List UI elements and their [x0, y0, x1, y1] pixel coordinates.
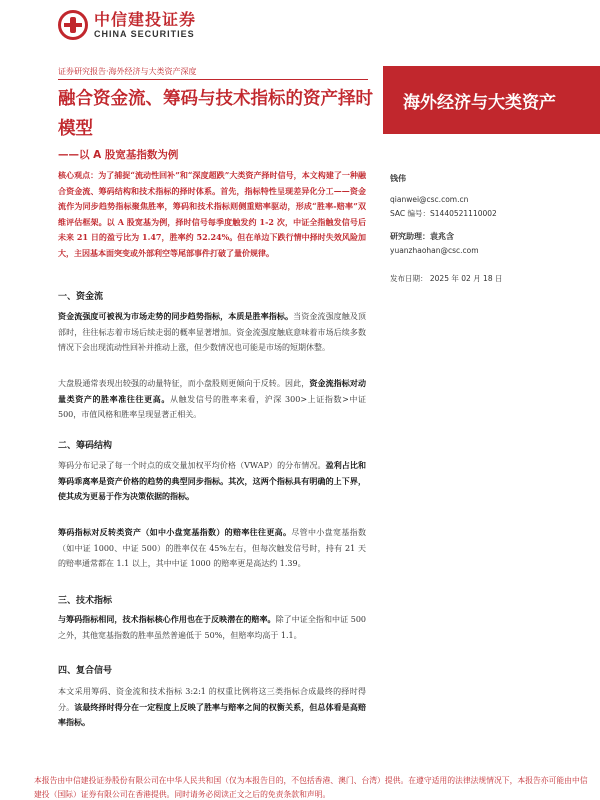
company-logo — [58, 10, 196, 40]
report-title: 融合资金流、筹码与技术指标的资产择时模型 — [58, 89, 373, 139]
disclaimer-footer: 本报告由中信建投证券股份有限公司在中华人民共和国（仅为本报告目的，不包括香港、澳门、台湾）提供。在遵守适用的法律法规情况下，本报告亦可能由中信建投（国际）证券有限公司在香港提供。同时请务必阅读正文之后的免责条款和声明。 — [34, 776, 588, 799]
logo-name-en: CHINA SECURITIES — [94, 28, 195, 39]
publish-date: 发布日期： 2025 年 02 月 18 日 — [390, 274, 503, 283]
section-paragraph: 大盘股通常表现出较强的动量特征，而小盘股则更倾向于反转。因此，资金流指标对动量类资产的胜率准往往更高。从触发信号的胜率来看，沪深 300>上证指数>中证 500，市值风格和胜率呈现显著正相关。 — [58, 378, 367, 419]
section-heading: 四、复合信号 — [58, 666, 113, 676]
analyst-block — [390, 172, 590, 258]
assistant-email: yuanzhaohan@csc.com — [390, 246, 479, 255]
section-paragraph: 筹码分布记录了每一个时点的成交量加权平均价格（VWAP）的分布情况。盈利占比和筹码乖离率是资产价格的趋势的典型同步指标。其次，这两个指标具有明确的上下界，使其成为更易于作为决策依据的指标。 — [58, 460, 366, 501]
core-view: 核心观点：为了捕捉“流动性回补”和“深度超跌”大类资产择时信号，本文构建了一种融合资金流、筹码结构和技术指标的择时体系。首先，指标特性呈现差异化分工——资金流作为同步趋势指标聚焦胜率，筹码和技术指标则侧重赔率驱动，形成“胜率-赔率”双维评估框架。以 A 股宽基为例，择时信号每季度触发约 1-2 次，中证全指触发信号后未来 21 日的盈亏比为 1.47，胜率约 52.24%。但在单边下跌行情中择时失效风险加大，主因基本面突变或外部利空等尾部事件打破了量价规律。 — [58, 170, 366, 258]
section-paragraph: 资金流强度可被视为市场走势的同步趋势指标，本质是胜率指标。当资金流强度触及顶部时，往往标志着市场后续走弱的概率显著增加。资金流强度触底意味着市场后续多数情况下会出现流动性回补并推动上涨，但少数情况也可能是市场的短期休整。 — [58, 311, 367, 352]
section-paragraph: 本文采用筹码、资金流和技术指标 3:2:1 的权重比例将这三类指标合成最终的择时得分。该最终择时得分在一定程度上反映了胜率与赔率之间的权衡关系，但总体看是高赔率指标。 — [58, 687, 366, 727]
section-heading: 三、技术指标 — [58, 596, 113, 606]
logo-name-cn: 中信建投证券 — [94, 9, 197, 29]
section-paragraph: 筹码指标对反转类资产（如中小盘宽基指数）的赔率往往更高。尽管中小盘宽基指数（如中证 1000、中证 500）的胜率仅在 45%左右，但每次触发信号时，持有 21 天的赔率通常都在 1.1 以上，其中中证 1000 的赔率更是高达约 1.39。 — [58, 527, 367, 568]
analyst-sac: SAC 编号：S1440521110002 — [390, 209, 497, 218]
assistant-label: 研究助理：袁兆含 — [390, 232, 454, 241]
report-subtitle: ——以 A 股宽基指数为例 — [58, 149, 179, 161]
analyst-email: qianwei@csc.com.cn — [390, 195, 469, 204]
report-type: 证券研究报告·海外经济与大类资产深度 — [58, 67, 197, 76]
analyst-name: 钱伟 — [390, 174, 406, 183]
category-banner: 海外经济与大类资产 — [383, 66, 600, 134]
section-paragraph: 与筹码指标相同，技术指标核心作用也在于反映潜在的赔率。除了中证全指和中证 500 之外，其他宽基指数的胜率虽然普遍低于 50%，但赔率均高于 1.1。 — [58, 614, 366, 640]
logo-icon — [58, 10, 88, 40]
divider — [58, 79, 368, 80]
section-heading: 二、筹码结构 — [58, 441, 113, 451]
section-heading: 一、资金流 — [58, 292, 104, 302]
